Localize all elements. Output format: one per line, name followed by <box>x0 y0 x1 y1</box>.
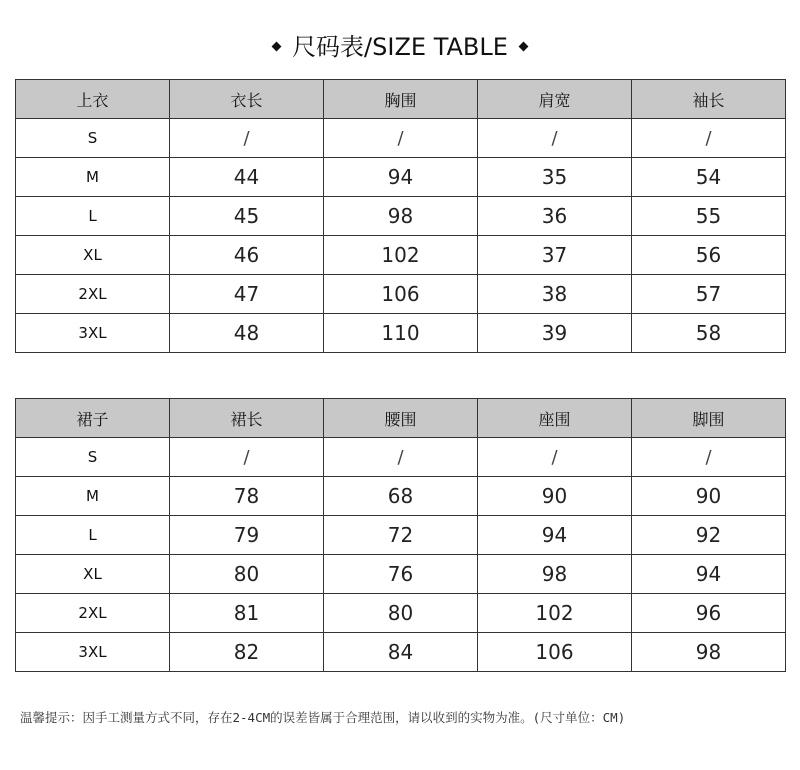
size-label: M <box>16 477 170 516</box>
measurement-cell: 47 <box>170 275 324 314</box>
measurement-cell: 48 <box>170 314 324 353</box>
size-label: L <box>16 197 170 236</box>
measurement-cell: 80 <box>170 555 324 594</box>
measurement-cell: 94 <box>324 158 478 197</box>
measurement-cell: 102 <box>324 236 478 275</box>
bottom-size-table <box>15 398 786 672</box>
size-label: 2XL <box>16 275 170 314</box>
measurement-cell: 56 <box>632 236 786 275</box>
column-header: 座围 <box>478 399 632 438</box>
measurement-cell: 45 <box>170 197 324 236</box>
measurement-cell: 90 <box>478 477 632 516</box>
measurement-cell: 54 <box>632 158 786 197</box>
measurement-cell: 76 <box>324 555 478 594</box>
measurement-cell: 110 <box>324 314 478 353</box>
table-row <box>16 314 786 353</box>
table-row <box>16 119 786 158</box>
size-label: XL <box>16 555 170 594</box>
diamond-bullet-icon <box>272 41 282 51</box>
measurement-cell: 98 <box>632 633 786 672</box>
measurement-cell: 78 <box>170 477 324 516</box>
table-row <box>16 516 786 555</box>
measurement-cell: / <box>632 438 786 477</box>
measurement-cell: 35 <box>478 158 632 197</box>
measurement-cell: 37 <box>478 236 632 275</box>
measurement-cell: 44 <box>170 158 324 197</box>
table-row <box>16 438 786 477</box>
measurement-cell: 81 <box>170 594 324 633</box>
table-row <box>16 158 786 197</box>
column-header: 腰围 <box>324 399 478 438</box>
size-label: L <box>16 516 170 555</box>
measurement-cell: 72 <box>324 516 478 555</box>
measurement-cell: 106 <box>324 275 478 314</box>
table-row <box>16 594 786 633</box>
measurement-cell: / <box>170 119 324 158</box>
measurement-cell: 84 <box>324 633 478 672</box>
size-label: 3XL <box>16 633 170 672</box>
measurement-cell: 98 <box>478 555 632 594</box>
column-header: 裙长 <box>170 399 324 438</box>
measurement-cell: / <box>170 438 324 477</box>
table-header-row <box>16 80 786 119</box>
measurement-cell: 80 <box>324 594 478 633</box>
diamond-bullet-icon <box>518 41 528 51</box>
measurement-cell: 90 <box>632 477 786 516</box>
column-header: 肩宽 <box>478 80 632 119</box>
table-row <box>16 275 786 314</box>
table-row <box>16 236 786 275</box>
column-header: 胸围 <box>324 80 478 119</box>
measurement-cell: 92 <box>632 516 786 555</box>
page-title <box>0 30 800 64</box>
table-row <box>16 197 786 236</box>
size-label: XL <box>16 236 170 275</box>
column-header: 脚围 <box>632 399 786 438</box>
measurement-cell: / <box>632 119 786 158</box>
column-header: 上衣 <box>16 80 170 119</box>
measurement-cell: 106 <box>478 633 632 672</box>
measurement-cell: / <box>324 438 478 477</box>
measurement-cell: 79 <box>170 516 324 555</box>
size-label: 2XL <box>16 594 170 633</box>
measurement-cell: 96 <box>632 594 786 633</box>
size-label: 3XL <box>16 314 170 353</box>
size-label: M <box>16 158 170 197</box>
measurement-cell: / <box>478 438 632 477</box>
column-header: 袖长 <box>632 80 786 119</box>
size-label: S <box>16 119 170 158</box>
top-size-table <box>15 79 786 353</box>
table-row <box>16 555 786 594</box>
measurement-cell: 36 <box>478 197 632 236</box>
measurement-cell: 38 <box>478 275 632 314</box>
page-title-text: 尺码表/SIZE TABLE <box>292 33 508 61</box>
table-header-row <box>16 399 786 438</box>
measurement-cell: 94 <box>478 516 632 555</box>
measurement-cell: 102 <box>478 594 632 633</box>
measurement-cell: / <box>478 119 632 158</box>
measurement-cell: 55 <box>632 197 786 236</box>
table-row <box>16 477 786 516</box>
column-header: 裙子 <box>16 399 170 438</box>
measurement-cell: 98 <box>324 197 478 236</box>
size-label: S <box>16 438 170 477</box>
measurement-cell: 68 <box>324 477 478 516</box>
measurement-cell: 82 <box>170 633 324 672</box>
measurement-cell: 94 <box>632 555 786 594</box>
column-header: 衣长 <box>170 80 324 119</box>
measurement-cell: 58 <box>632 314 786 353</box>
measurement-cell: 57 <box>632 275 786 314</box>
measurement-cell: 46 <box>170 236 324 275</box>
measurement-note: 温馨提示：因手工测量方式不同，存在2-4CM的误差皆属于合理范围，请以收到的实物为准。(尺寸单位：CM) <box>20 710 626 725</box>
measurement-cell: / <box>324 119 478 158</box>
table-row <box>16 633 786 672</box>
measurement-cell: 39 <box>478 314 632 353</box>
